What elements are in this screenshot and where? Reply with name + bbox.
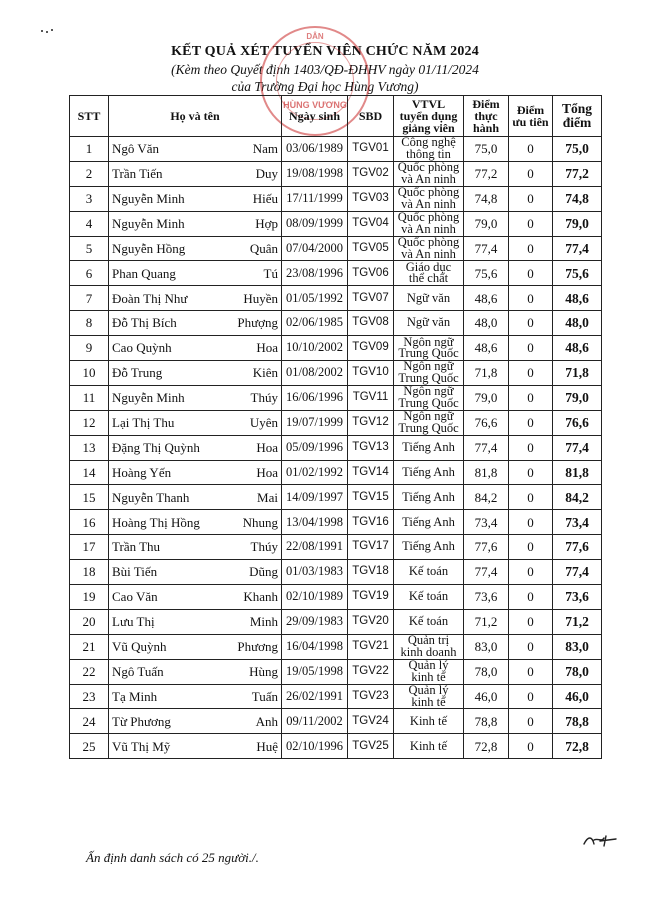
cell-priority: 0 (509, 510, 553, 535)
cell-name-first: Ngô Văn (112, 141, 160, 157)
cell-name-given: Phượng (237, 315, 278, 331)
cell-dob: 22/08/1991 (282, 535, 348, 560)
table-row (70, 510, 602, 535)
cell-stt: 4 (70, 211, 109, 236)
cell-stt: 10 (70, 361, 109, 386)
cell-name-first: Cao Quỳnh (112, 340, 172, 356)
cell-practical: 77,4 (464, 236, 509, 261)
cell-stt: 1 (70, 137, 109, 162)
cell-stt: 17 (70, 535, 109, 560)
cell-name-first: Vũ Thị Mỹ (112, 738, 171, 754)
cell-dob: 05/09/1996 (282, 435, 348, 460)
cell-name (109, 286, 282, 311)
cell-name (109, 609, 282, 634)
table-row (70, 137, 602, 162)
cell-name-first: Đoàn Thị Như (112, 290, 188, 306)
cell-sbd: TGV01 (348, 137, 394, 162)
cell-practical: 76,6 (464, 410, 509, 435)
table-row (70, 460, 602, 485)
cell-priority: 0 (509, 186, 553, 211)
cell-name-given: Duy (255, 166, 278, 182)
cell-dob: 19/05/1998 (282, 659, 348, 684)
cell-name (109, 186, 282, 211)
footer-note: Ấn định danh sách có 25 người./. (86, 850, 259, 865)
cell-total: 74,8 (553, 186, 602, 211)
cell-name-given: Uyên (249, 414, 278, 430)
cell-name (109, 137, 282, 162)
cell-dob: 29/09/1983 (282, 609, 348, 634)
cell-stt: 19 (70, 585, 109, 610)
cell-sbd: TGV24 (348, 709, 394, 734)
cell-total: 77,2 (553, 161, 602, 186)
header-sbd: SBD (348, 96, 394, 137)
cell-total: 77,6 (553, 535, 602, 560)
cell-dob: 01/08/2002 (282, 361, 348, 386)
cell-total: 77,4 (553, 435, 602, 460)
cell-total: 46,0 (553, 684, 602, 709)
cell-name-given: Hiếu (252, 190, 278, 206)
cell-total: 73,6 (553, 585, 602, 610)
cell-priority: 0 (509, 535, 553, 560)
cell-practical: 71,8 (464, 361, 509, 386)
cell-position: Tiếng Anh (394, 535, 464, 560)
cell-practical: 73,6 (464, 585, 509, 610)
cell-practical: 78,0 (464, 659, 509, 684)
cell-sbd: TGV21 (348, 634, 394, 659)
cell-name-given: Nam (252, 141, 278, 157)
cell-name (109, 659, 282, 684)
cell-priority: 0 (509, 609, 553, 634)
cell-sbd: TGV08 (348, 311, 394, 336)
cell-sbd: TGV25 (348, 734, 394, 759)
cell-total: 77,4 (553, 236, 602, 261)
cell-name-first: Nguyễn Hồng (112, 240, 186, 256)
table-row (70, 186, 602, 211)
cell-total: 81,8 (553, 460, 602, 485)
cell-name-first: Tạ Minh (112, 688, 158, 704)
cell-priority: 0 (509, 634, 553, 659)
cell-sbd: TGV10 (348, 361, 394, 386)
table-row (70, 634, 602, 659)
cell-priority: 0 (509, 211, 553, 236)
cell-practical: 72,8 (464, 734, 509, 759)
cell-total: 71,8 (553, 361, 602, 386)
cell-total: 79,0 (553, 385, 602, 410)
cell-practical: 48,6 (464, 286, 509, 311)
cell-practical: 74,8 (464, 186, 509, 211)
cell-name (109, 485, 282, 510)
cell-sbd: TGV03 (348, 186, 394, 211)
cell-sbd: TGV05 (348, 236, 394, 261)
cell-dob: 19/08/1998 (282, 161, 348, 186)
cell-name-given: Quân (249, 240, 278, 256)
cell-practical: 81,8 (464, 460, 509, 485)
cell-dob: 19/07/1999 (282, 410, 348, 435)
cell-stt: 14 (70, 460, 109, 485)
cell-dob: 02/10/1989 (282, 585, 348, 610)
cell-name (109, 385, 282, 410)
cell-name-given: Khanh (243, 589, 278, 605)
cell-name (109, 709, 282, 734)
cell-name-given: Anh (255, 713, 278, 729)
cell-position: Ngữ văn (394, 311, 464, 336)
cell-position: Công nghệ thông tin (394, 137, 464, 162)
cell-dob: 08/09/1999 (282, 211, 348, 236)
header-position: VTVL tuyển dụng giảng viên (394, 96, 464, 137)
cell-name-first: Nguyễn Minh (112, 215, 185, 231)
cell-name-first: Nguyễn Minh (112, 190, 185, 206)
results-table (69, 95, 602, 759)
table-row (70, 385, 602, 410)
cell-practical: 77,4 (464, 560, 509, 585)
cell-position: Kế toán (394, 560, 464, 585)
table-row (70, 161, 602, 186)
cell-dob: 03/06/1989 (282, 137, 348, 162)
cell-stt: 24 (70, 709, 109, 734)
cell-name-first: Cao Văn (112, 589, 158, 605)
cell-dob: 02/10/1996 (282, 734, 348, 759)
cell-stt: 21 (70, 634, 109, 659)
cell-practical: 71,2 (464, 609, 509, 634)
cell-stt: 2 (70, 161, 109, 186)
cell-dob: 23/08/1996 (282, 261, 348, 286)
cell-total: 75,6 (553, 261, 602, 286)
table-row (70, 560, 602, 585)
cell-name (109, 634, 282, 659)
cell-name (109, 585, 282, 610)
cell-stt: 23 (70, 684, 109, 709)
cell-total: 77,4 (553, 560, 602, 585)
cell-sbd: TGV20 (348, 609, 394, 634)
cell-total: 75,0 (553, 137, 602, 162)
cell-stt: 13 (70, 435, 109, 460)
cell-sbd: TGV07 (348, 286, 394, 311)
cell-position: Quốc phòng và An ninh (394, 211, 464, 236)
cell-name-first: Từ Phương (112, 713, 171, 729)
cell-priority: 0 (509, 336, 553, 361)
cell-practical: 83,0 (464, 634, 509, 659)
cell-position: Quản trị kinh doanh (394, 634, 464, 659)
cell-total: 48,6 (553, 336, 602, 361)
cell-sbd: TGV11 (348, 385, 394, 410)
cell-name-first: Nguyễn Thanh (112, 489, 190, 505)
table-row (70, 585, 602, 610)
table-row (70, 211, 602, 236)
cell-position: Tiếng Anh (394, 460, 464, 485)
cell-name-first: Đỗ Thị Bích (112, 315, 177, 331)
cell-name-first: Ngô Tuấn (112, 663, 164, 679)
handwritten-initials (582, 832, 618, 850)
cell-name-given: Hoa (256, 439, 278, 455)
cell-practical: 77,2 (464, 161, 509, 186)
cell-stt: 5 (70, 236, 109, 261)
table-row (70, 361, 602, 386)
cell-stt: 11 (70, 385, 109, 410)
cell-priority: 0 (509, 560, 553, 585)
cell-priority: 0 (509, 684, 553, 709)
cell-name-first: Bùi Tiến (112, 564, 158, 580)
table-row (70, 435, 602, 460)
cell-sbd: TGV06 (348, 261, 394, 286)
stamp-text-top: DÂN (306, 32, 324, 41)
cell-position: Kế toán (394, 609, 464, 634)
cell-name (109, 734, 282, 759)
cell-dob: 17/11/1999 (282, 186, 348, 211)
cell-priority: 0 (509, 460, 553, 485)
cell-position: Giáo dục thể chất (394, 261, 464, 286)
cell-total: 71,2 (553, 609, 602, 634)
cell-priority: 0 (509, 734, 553, 759)
table-header-row (70, 96, 602, 137)
cell-name-first: Lại Thị Thu (112, 414, 175, 430)
cell-name-first: Hoàng Thị Hồng (112, 514, 200, 530)
cell-total: 73,4 (553, 510, 602, 535)
cell-practical: 77,6 (464, 535, 509, 560)
cell-position: Tiếng Anh (394, 485, 464, 510)
cell-dob: 14/09/1997 (282, 485, 348, 510)
cell-sbd: TGV23 (348, 684, 394, 709)
cell-priority: 0 (509, 311, 553, 336)
cell-practical: 48,6 (464, 336, 509, 361)
cell-sbd: TGV09 (348, 336, 394, 361)
cell-name (109, 410, 282, 435)
cell-name (109, 311, 282, 336)
cell-name-first: Đặng Thị Quỳnh (112, 439, 200, 455)
cell-stt: 12 (70, 410, 109, 435)
cell-name-first: Trần Tiến (112, 166, 163, 182)
table-row (70, 535, 602, 560)
cell-name-first: Lưu Thị (112, 614, 155, 630)
cell-stt: 18 (70, 560, 109, 585)
cell-practical: 79,0 (464, 385, 509, 410)
cell-practical: 75,6 (464, 261, 509, 286)
cell-name-given: Huệ (256, 738, 278, 754)
cell-position: Quốc phòng và An ninh (394, 236, 464, 261)
cell-name (109, 560, 282, 585)
cell-sbd: TGV17 (348, 535, 394, 560)
cell-dob: 26/02/1991 (282, 684, 348, 709)
cell-practical: 79,0 (464, 211, 509, 236)
cell-name-given: Minh (249, 614, 278, 630)
cell-name (109, 161, 282, 186)
cell-position: Tiếng Anh (394, 435, 464, 460)
cell-priority: 0 (509, 137, 553, 162)
table-row (70, 709, 602, 734)
cell-sbd: TGV16 (348, 510, 394, 535)
table-row (70, 311, 602, 336)
cell-priority: 0 (509, 410, 553, 435)
cell-position: Kinh tế (394, 734, 464, 759)
cell-name (109, 236, 282, 261)
cell-name-given: Kiên (252, 365, 278, 381)
cell-priority: 0 (509, 709, 553, 734)
cell-name-given: Mai (257, 489, 278, 505)
cell-sbd: TGV13 (348, 435, 394, 460)
cell-practical: 73,4 (464, 510, 509, 535)
cell-sbd: TGV02 (348, 161, 394, 186)
cell-name-given: Hùng (249, 663, 278, 679)
cell-dob: 10/10/2002 (282, 336, 348, 361)
header-priority: Điểm ưu tiên (509, 96, 553, 137)
cell-stt: 9 (70, 336, 109, 361)
header-practical: Điểm thực hành (464, 96, 509, 137)
cell-stt: 15 (70, 485, 109, 510)
cell-name-given: Hoa (256, 340, 278, 356)
cell-position: Ngôn ngữ Trung Quốc (394, 410, 464, 435)
cell-dob: 07/04/2000 (282, 236, 348, 261)
scan-mark (40, 28, 54, 34)
cell-name (109, 361, 282, 386)
cell-name-given: Nhung (242, 514, 278, 530)
cell-dob: 02/06/1985 (282, 311, 348, 336)
cell-practical: 46,0 (464, 684, 509, 709)
cell-dob: 01/03/1983 (282, 560, 348, 585)
table-row (70, 336, 602, 361)
cell-priority: 0 (509, 261, 553, 286)
cell-total: 83,0 (553, 634, 602, 659)
cell-sbd: TGV19 (348, 585, 394, 610)
cell-practical: 75,0 (464, 137, 509, 162)
cell-position: Kinh tế (394, 709, 464, 734)
cell-position: Quốc phòng và An ninh (394, 186, 464, 211)
cell-practical: 77,4 (464, 435, 509, 460)
cell-name (109, 510, 282, 535)
cell-sbd: TGV12 (348, 410, 394, 435)
cell-name (109, 460, 282, 485)
cell-position: Ngôn ngữ Trung Quốc (394, 361, 464, 386)
table-row (70, 286, 602, 311)
stamp-text-main: HÙNG VƯƠNG (283, 100, 347, 110)
cell-name (109, 684, 282, 709)
cell-dob: 09/11/2002 (282, 709, 348, 734)
cell-position: Ngữ văn (394, 286, 464, 311)
cell-priority: 0 (509, 361, 553, 386)
header-stt: STT (70, 96, 109, 137)
cell-name (109, 261, 282, 286)
cell-name-first: Đỗ Trung (112, 365, 163, 381)
cell-total: 78,0 (553, 659, 602, 684)
cell-total: 84,2 (553, 485, 602, 510)
cell-position: Ngôn ngữ Trung Quốc (394, 336, 464, 361)
cell-name (109, 211, 282, 236)
table-row (70, 684, 602, 709)
table-row (70, 485, 602, 510)
table-row (70, 261, 602, 286)
header-total: Tổng điểm (553, 96, 602, 137)
cell-stt: 7 (70, 286, 109, 311)
cell-name-given: Phương (237, 639, 278, 654)
cell-name-given: Tú (263, 265, 278, 281)
cell-priority: 0 (509, 236, 553, 261)
cell-sbd: TGV04 (348, 211, 394, 236)
cell-total: 48,6 (553, 286, 602, 311)
cell-sbd: TGV22 (348, 659, 394, 684)
cell-position: Quốc phòng và An ninh (394, 161, 464, 186)
cell-name-first: Trần Thu (112, 539, 161, 555)
cell-position: Quản lý kinh tế (394, 684, 464, 709)
cell-practical: 78,8 (464, 709, 509, 734)
table-row (70, 236, 602, 261)
cell-position: Quản lý kinh tế (394, 659, 464, 684)
table-row (70, 734, 602, 759)
header-name: Họ và tên (109, 96, 282, 137)
cell-sbd: TGV18 (348, 560, 394, 585)
header-dob: Ngày sinh (282, 96, 348, 137)
cell-practical: 48,0 (464, 311, 509, 336)
table-row (70, 659, 602, 684)
cell-total: 48,0 (553, 311, 602, 336)
cell-stt: 25 (70, 734, 109, 759)
cell-total: 72,8 (553, 734, 602, 759)
cell-name-given: Hợp (255, 215, 278, 231)
cell-dob: 01/05/1992 (282, 286, 348, 311)
cell-name (109, 535, 282, 560)
table-row (70, 410, 602, 435)
cell-dob: 01/02/1992 (282, 460, 348, 485)
cell-priority: 0 (509, 161, 553, 186)
cell-stt: 8 (70, 311, 109, 336)
cell-name-given: Hoa (256, 464, 278, 480)
cell-total: 78,8 (553, 709, 602, 734)
cell-sbd: TGV14 (348, 460, 394, 485)
cell-name (109, 336, 282, 361)
cell-stt: 20 (70, 609, 109, 634)
cell-priority: 0 (509, 385, 553, 410)
cell-dob: 16/04/1998 (282, 634, 348, 659)
table-row (70, 609, 602, 634)
cell-name-given: Thúy (250, 539, 278, 555)
cell-priority: 0 (509, 286, 553, 311)
cell-total: 79,0 (553, 211, 602, 236)
cell-name-first: Phan Quang (112, 265, 176, 281)
cell-stt: 6 (70, 261, 109, 286)
cell-total: 76,6 (553, 410, 602, 435)
cell-priority: 0 (509, 659, 553, 684)
cell-position: Tiếng Anh (394, 510, 464, 535)
cell-dob: 16/06/1996 (282, 385, 348, 410)
cell-priority: 0 (509, 585, 553, 610)
cell-priority: 0 (509, 485, 553, 510)
cell-priority: 0 (509, 435, 553, 460)
cell-dob: 13/04/1998 (282, 510, 348, 535)
cell-name-given: Tuấn (251, 688, 278, 704)
cell-sbd: TGV15 (348, 485, 394, 510)
cell-name-given: Dũng (249, 564, 278, 580)
cell-stt: 22 (70, 659, 109, 684)
cell-practical: 84,2 (464, 485, 509, 510)
cell-name (109, 435, 282, 460)
cell-position: Ngôn ngữ Trung Quốc (394, 385, 464, 410)
cell-stt: 16 (70, 510, 109, 535)
decision-reference: (Kèm theo Quyết định 1403/QĐ-ĐHHV ngày 01/11/2024 (171, 62, 479, 77)
document-title: KẾT QUẢ XÉT TUYỂN VIÊN CHỨC NĂM 2024 (171, 44, 479, 59)
cell-name-first: Nguyễn Minh (112, 390, 185, 406)
issuing-institution: của Trường Đại học Hùng Vương) (231, 79, 419, 94)
cell-name-first: Hoàng Yến (112, 464, 172, 480)
cell-stt: 3 (70, 186, 109, 211)
cell-position: Kế toán (394, 585, 464, 610)
cell-name-first: Vũ Quỳnh (112, 639, 167, 654)
cell-name-given: Thúy (250, 390, 278, 406)
cell-name-given: Huyền (243, 290, 278, 306)
